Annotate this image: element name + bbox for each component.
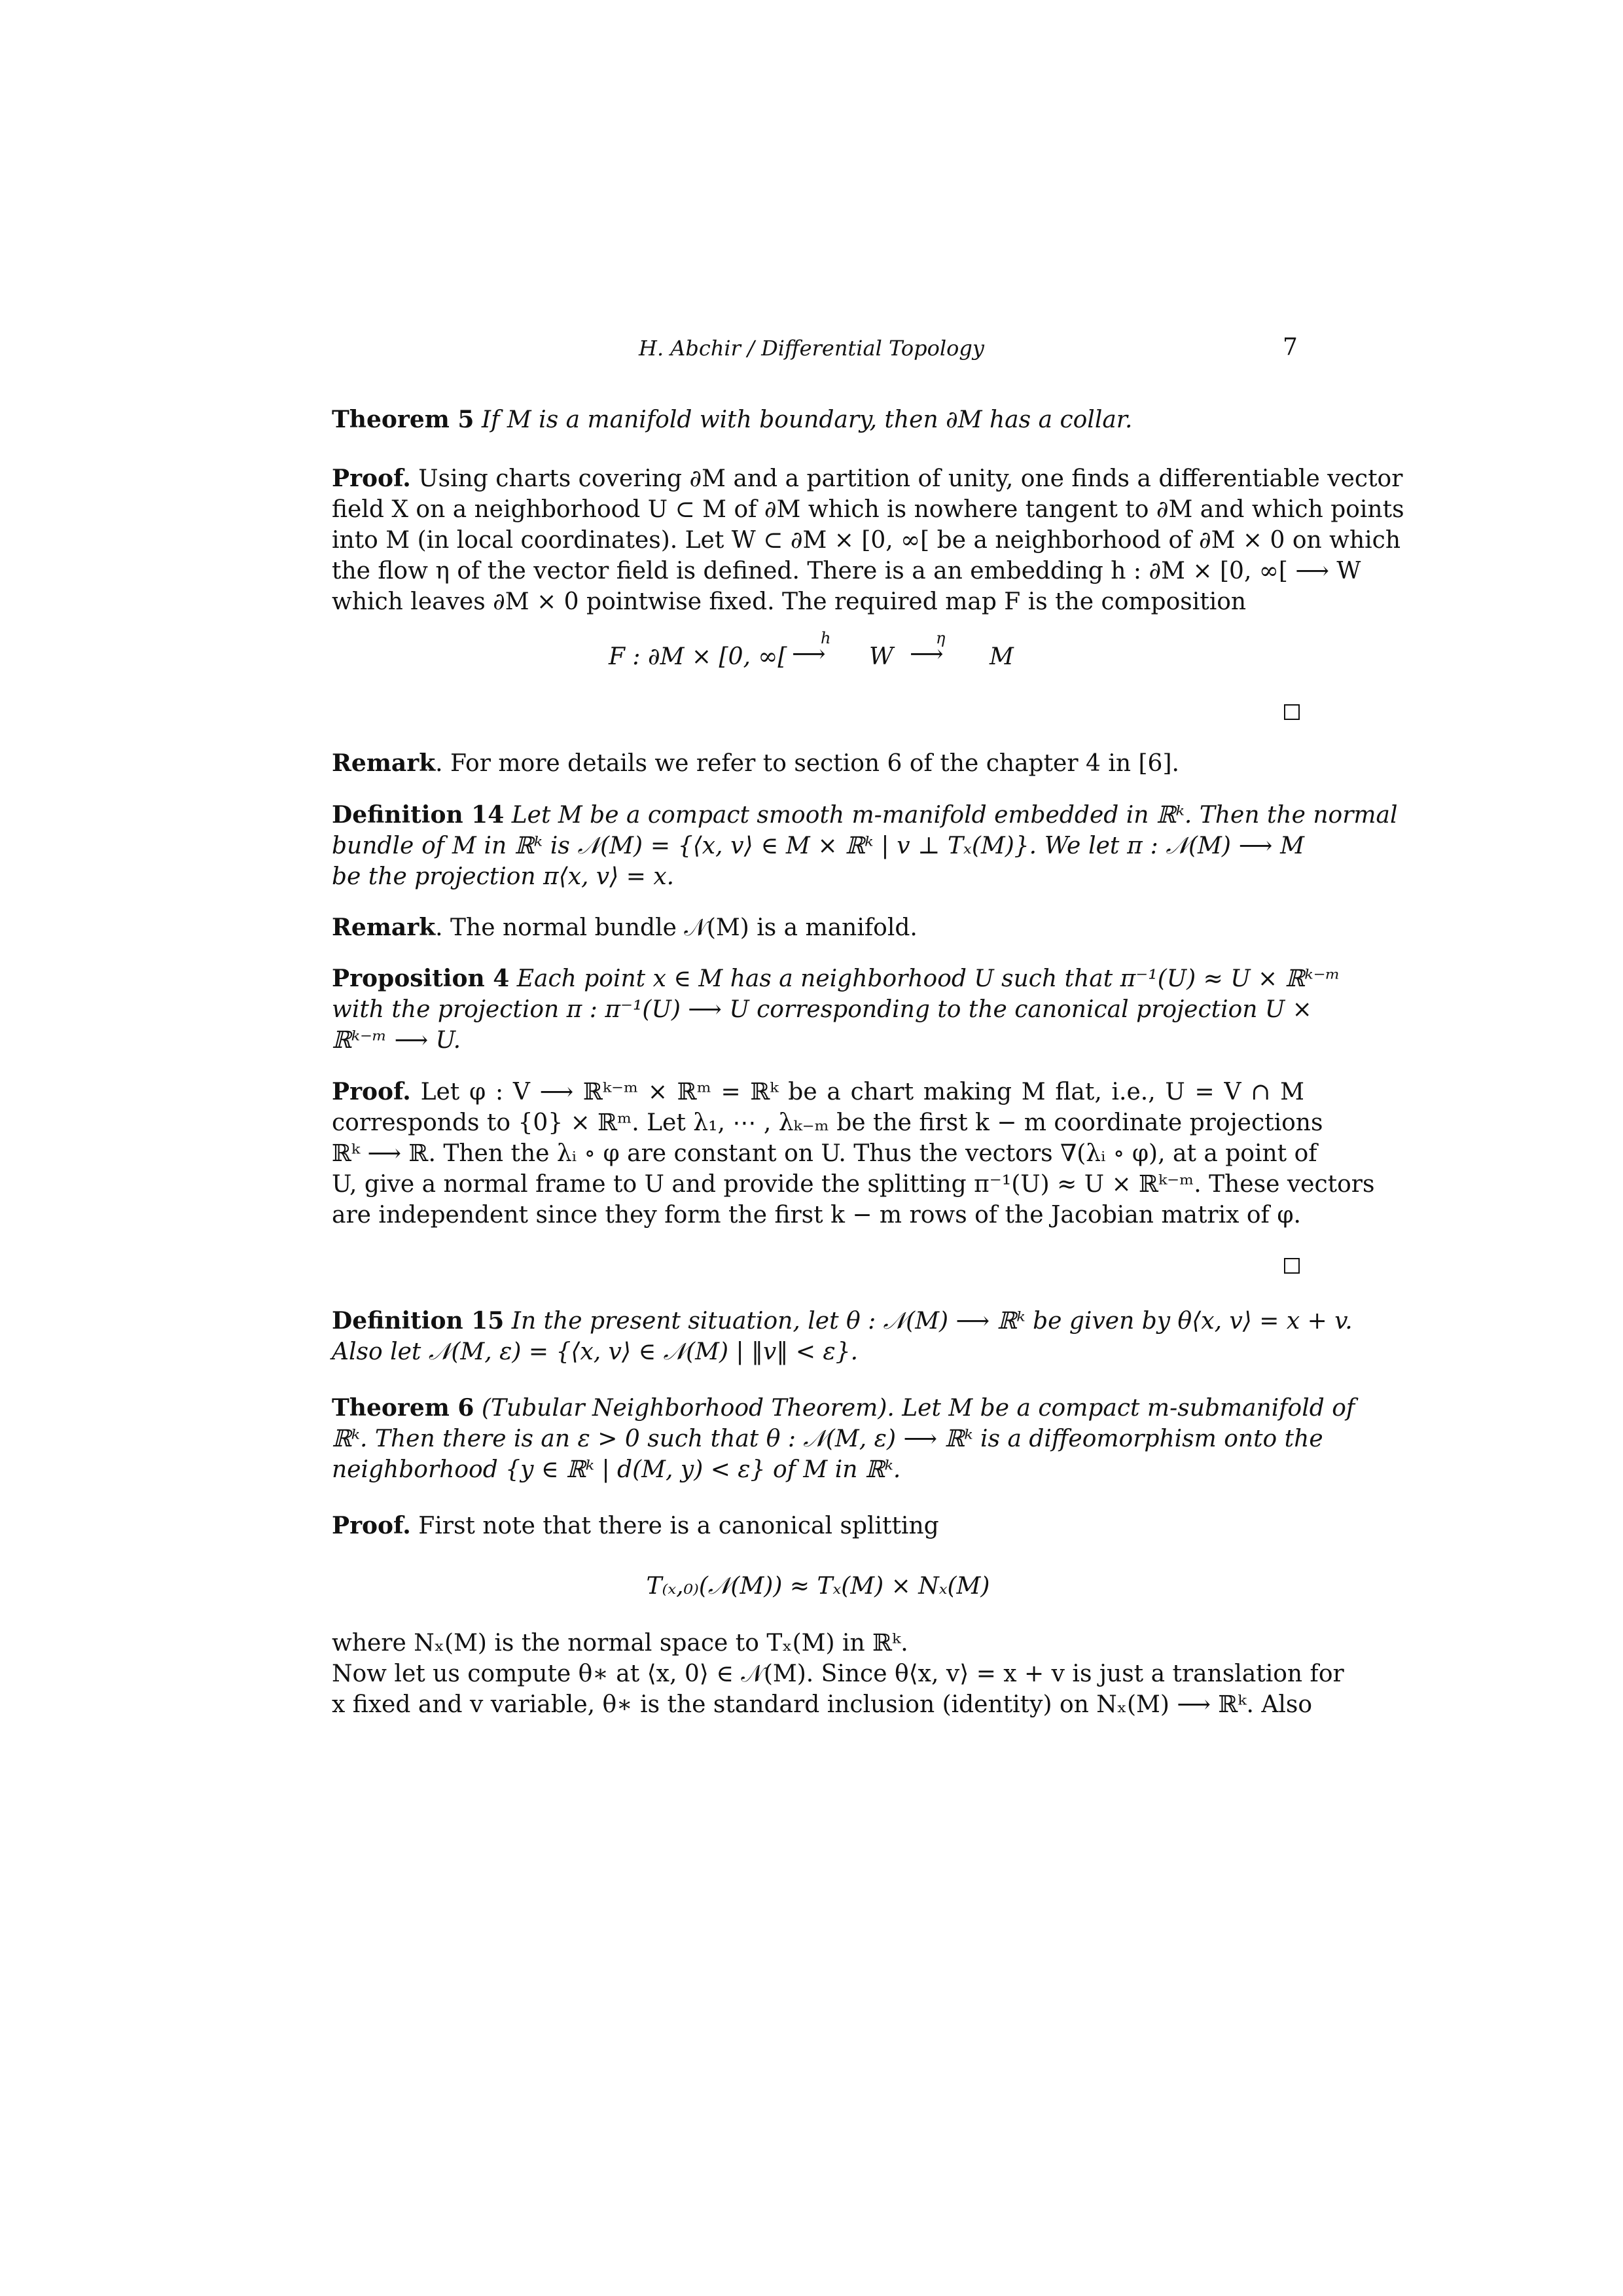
- proof-line: corresponds to {0} × ℝᵐ. Let λ₁, ⋯ , λₖ₋ₘ be the first k − m coordinate projections: [332, 1109, 1323, 1136]
- definition-15: [332, 1306, 1353, 1367]
- definition-label: Definition 14: [332, 801, 505, 829]
- qed-square-icon: [1284, 1258, 1300, 1274]
- display-equation-splitting: T₍ₓ,₀₎(𝒩(M)) ≈ Tₓ(M) × Nₓ(M): [646, 1573, 990, 1600]
- proof-theorem-6-intro: [332, 1511, 1304, 1541]
- proof-proposition-4: [332, 1077, 1375, 1230]
- proof-line: Let φ : V ⟶ ℝᵏ⁻ᵐ × ℝᵐ = ℝᵏ be a chart making M flat, i.e., U = V ∩ M: [420, 1079, 1304, 1105]
- remark-label: Remark: [332, 914, 436, 941]
- equation-lhs: F : ∂M × [0, ∞[: [609, 643, 787, 670]
- equation-rhs: M: [990, 643, 1014, 670]
- remark-text: . For more details we refer to section 6 of the chapter 4 in [6].: [435, 750, 1179, 777]
- proof-line: are independent since they form the first k − m rows of the Jacobian matrix of φ.: [332, 1202, 1301, 1229]
- proof-line: First note that there is a canonical splitting: [418, 1513, 939, 1539]
- proposition-line: with the projection π : π⁻¹(U) ⟶ U corresponding to the canonical projection U ×: [332, 996, 1312, 1023]
- proof-theorem-5: [332, 463, 1404, 617]
- page-number: 7: [1283, 334, 1298, 361]
- proof-line: Now let us compute θ∗ at ⟨x, 0⟩ ∈ 𝒩(M). Since θ⟨x, v⟩ = x + v is just a translation for: [332, 1660, 1344, 1687]
- definition-line: be the projection π⟨x, v⟩ = x.: [332, 863, 675, 890]
- proof-line: Using charts covering ∂M and a partition of unity, one finds a differentiable vector: [418, 465, 1403, 492]
- theorem-line: ℝᵏ. Then there is an ε > 0 such that θ : 𝒩(M, ε) ⟶ ℝᵏ is a diffeomorphism onto the: [332, 1426, 1323, 1452]
- qed-square-icon: [1284, 704, 1300, 720]
- definition-label: Definition 15: [332, 1307, 505, 1335]
- proposition-4: [332, 963, 1340, 1056]
- proof-label: Proof.: [332, 1512, 411, 1539]
- theorem-line: (Tubular Neighborhood Theorem). Let M be a compact m-submanifold of: [481, 1395, 1355, 1422]
- proof-line: ℝᵏ ⟶ ℝ. Then the λᵢ ∘ φ are constant on U. Thus the vectors ∇(λᵢ ∘ φ), at a point of: [332, 1140, 1317, 1167]
- theorem-line: neighborhood {y ∈ ℝᵏ | d(M, y) < ε} of M in ℝᵏ.: [332, 1456, 901, 1483]
- running-title: H. Abchir / Differential Topology: [639, 336, 984, 361]
- proof-label: Proof.: [332, 1078, 411, 1105]
- theorem-5-label: Theorem 5: [332, 406, 474, 433]
- definition-line: In the present situation, let θ : 𝒩(M) ⟶ ℝᵏ be given by θ⟨x, v⟩ = x + v.: [511, 1308, 1353, 1335]
- remark-text: . The normal bundle 𝒩(M) is a manifold.: [435, 914, 918, 941]
- proof-line: U, give a normal frame to U and provide the splitting π⁻¹(U) ≈ U × ℝᵏ⁻ᵐ. These vectors: [332, 1171, 1375, 1198]
- definition-line: Let M be a compact smooth m-manifold embedded in ℝᵏ. Then the normal: [511, 802, 1398, 829]
- proof-line: field X on a neighborhood U ⊂ M of ∂M which is nowhere tangent to ∂M and which points: [332, 496, 1404, 523]
- theorem-5: [332, 404, 1304, 435]
- remark-2: [332, 912, 1304, 943]
- arrow-label-eta: η: [936, 629, 946, 647]
- proposition-line: ℝᵏ⁻ᵐ ⟶ U.: [332, 1027, 461, 1054]
- definition-14: [332, 800, 1398, 892]
- proof-line: where Nₓ(M) is the normal space to Tₓ(M) in ℝᵏ.: [332, 1630, 908, 1657]
- proof-line: x fixed and v variable, θ∗ is the standard inclusion (identity) on Nₓ(M) ⟶ ℝᵏ. Also: [332, 1691, 1313, 1718]
- proof-theorem-6-body: [332, 1628, 1344, 1720]
- proof-line: which leaves ∂M × 0 pointwise fixed. The required map F is the composition: [332, 588, 1247, 615]
- proposition-line: Each point x ∈ M has a neighborhood U such that π⁻¹(U) ≈ U × ℝᵏ⁻ᵐ: [516, 965, 1340, 992]
- theorem-5-statement: If M is a manifold with boundary, then ∂M has a collar.: [481, 406, 1133, 433]
- definition-line: Also let 𝒩(M, ε) = {⟨x, v⟩ ∈ 𝒩(M) | ‖v‖ < ε}.: [332, 1338, 859, 1365]
- theorem-label: Theorem 6: [332, 1394, 474, 1422]
- arrow-label-h: h: [821, 629, 831, 647]
- proposition-label: Proposition 4: [332, 965, 510, 992]
- display-equation-composition: [609, 629, 1067, 677]
- proof-label: Proof.: [332, 465, 411, 492]
- equation-mid: W: [869, 643, 894, 670]
- long-arrow-icon: ⟶: [792, 641, 826, 668]
- proof-line: into M (in local coordinates). Let W ⊂ ∂M × [0, ∞[ be a neighborhood of ∂M × 0 on which: [332, 527, 1401, 554]
- remark-1: [332, 748, 1304, 779]
- definition-line: bundle of M in ℝᵏ is 𝒩(M) = {⟨x, v⟩ ∈ M × ℝᵏ | v ⊥ Tₓ(M)}. We let π : 𝒩(M) ⟶ M: [332, 833, 1304, 859]
- long-arrow-icon: ⟶: [910, 641, 944, 668]
- remark-label: Remark: [332, 749, 436, 777]
- proof-line: the flow η of the vector field is defined. There is a an embedding h : ∂M × [0, ∞[ ⟶ W: [332, 558, 1361, 584]
- theorem-6: [332, 1393, 1355, 1485]
